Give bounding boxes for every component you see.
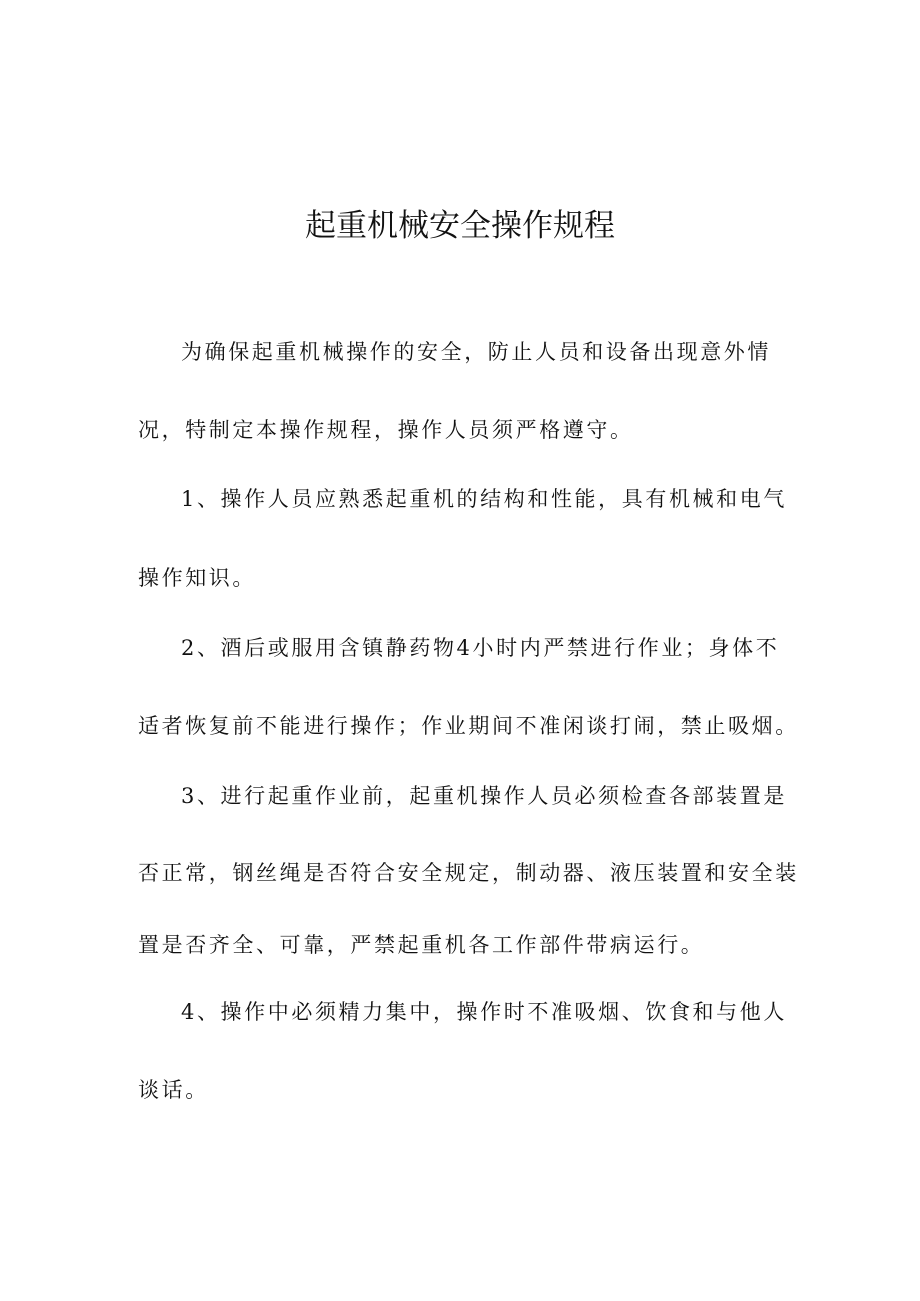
paragraph-line: 适者恢复前不能进行操作；作业期间不准闲谈打闹，禁止吸烟。 <box>138 714 799 738</box>
paragraph-line: 置是否齐全、可靠，严禁起重机各工作部件带病运行。 <box>138 933 705 957</box>
paragraph-line: 1、操作人员应熟悉起重机的结构和性能，具有机械和电气 <box>181 487 787 511</box>
paragraph-line: 为确保起重机械操作的安全，防止人员和设备出现意外情 <box>181 340 771 364</box>
paragraph-line: 操作知识。 <box>138 566 256 590</box>
paragraph-line: 3、进行起重作业前，起重机操作人员必须检查各部装置是 <box>181 784 787 808</box>
document-title: 起重机械安全操作规程 <box>305 208 615 244</box>
paragraph-line: 2、酒后或服用含镇静药物4小时内严禁进行作业；身体不 <box>181 636 780 660</box>
paragraph-line: 否正常，钢丝绳是否符合安全规定，制动器、液压装置和安全装 <box>138 861 799 885</box>
paragraph-line: 况，特制定本操作规程，操作人员须严格遵守。 <box>138 418 634 442</box>
paragraph-line: 谈话。 <box>138 1078 209 1102</box>
paragraph-line: 4、操作中必须精力集中，操作时不准吸烟、饮食和与他人 <box>181 1000 787 1024</box>
